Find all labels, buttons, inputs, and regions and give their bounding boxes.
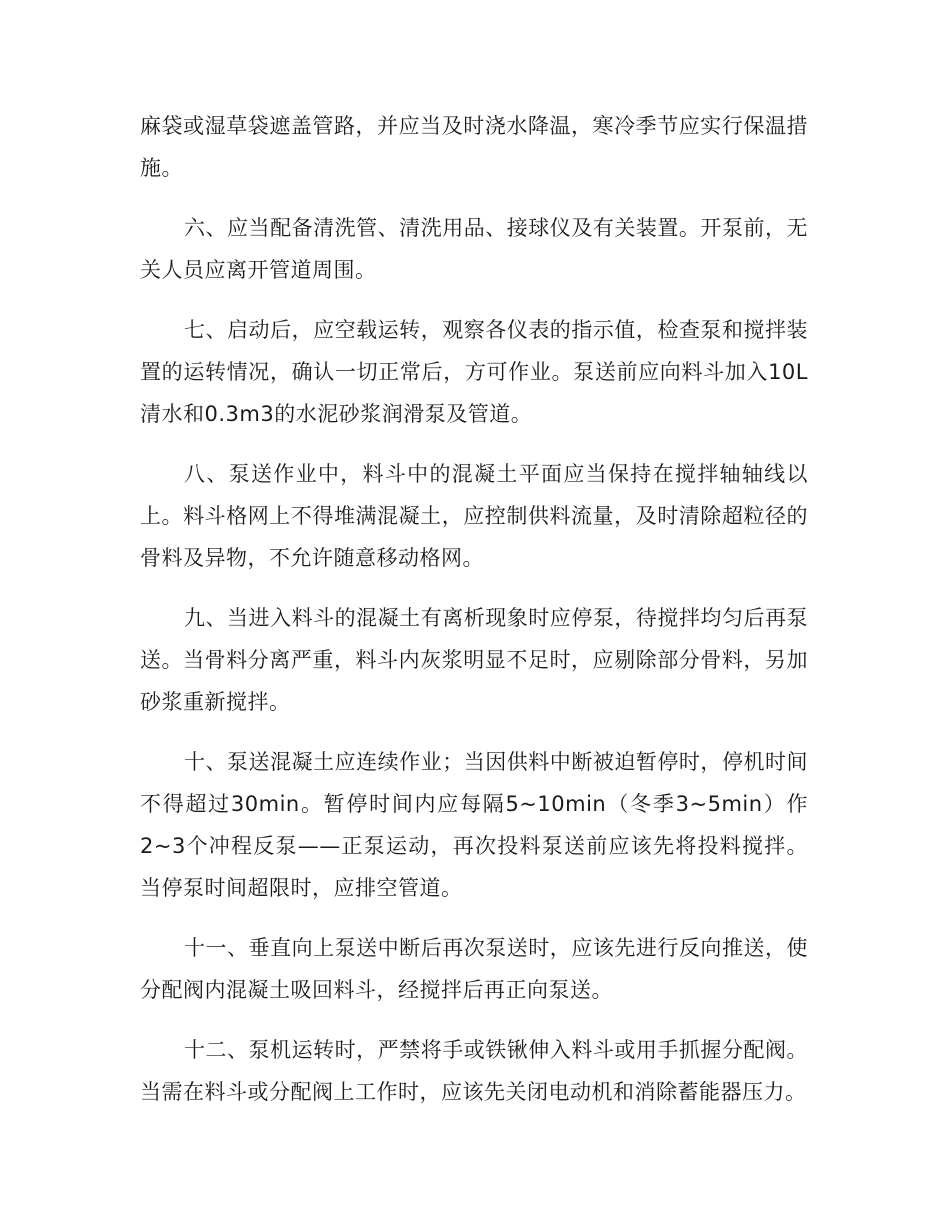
paragraph-item-7: 七、启动后，应空载运转，观察各仪表的指示值，检查泵和搅拌装置的运转情况，确认一切正常后，方可作业。泵送前应向料斗加入10L清水和0.3m3的水泥砂浆润滑泵及管道。 (140, 318, 808, 426)
paragraph-item-12: 十二、泵机运转时，严禁将手或铁锹伸入料斗或用手抓握分配阀。当需在料斗或分配阀上工作时，应该先关闭电动机和消除蓄能器压力。 (140, 1038, 808, 1104)
paragraph-item-11: 十一、垂直向上泵送中断后再次泵送时，应该先进行反向推送，使分配阀内混凝土吸回料斗，经搅拌后再正向泵送。 (140, 936, 808, 1002)
paragraph-item-6: 六、应当配备清洗管、清洗用品、接球仪及有关装置。开泵前，无关人员应离开管道周围。 (140, 216, 808, 282)
paragraph-item-8: 八、泵送作业中，料斗中的混凝土平面应当保持在搅拌轴轴线以上。料斗格网上不得堆满混凝土，应控制供料流量，及时清除超粒径的骨料及异物，不允许随意移动格网。 (140, 462, 808, 570)
document-body (140, 105, 808, 1131)
paragraph-item-10: 十、泵送混凝土应连续作业；当因供料中断被迫暂停时，停机时间不得超过30min。暂停时间内应每隔5~10min（冬季3~5min）作2~3个冲程反泵——正泵运动，再次投料泵送前应该先将投料搅拌。当停泵时间超限时，应排空管道。 (140, 750, 808, 900)
paragraph-item-9: 九、当进入料斗的混凝土有离析现象时应停泵，待搅拌均匀后再泵送。当骨料分离严重，料斗内灰浆明显不足时，应剔除部分骨料，另加砂浆重新搅拌。 (140, 606, 808, 714)
paragraph-continuation: 麻袋或湿草袋遮盖管路，并应当及时浇水降温，寒冷季节应实行保温措施。 (140, 114, 808, 180)
